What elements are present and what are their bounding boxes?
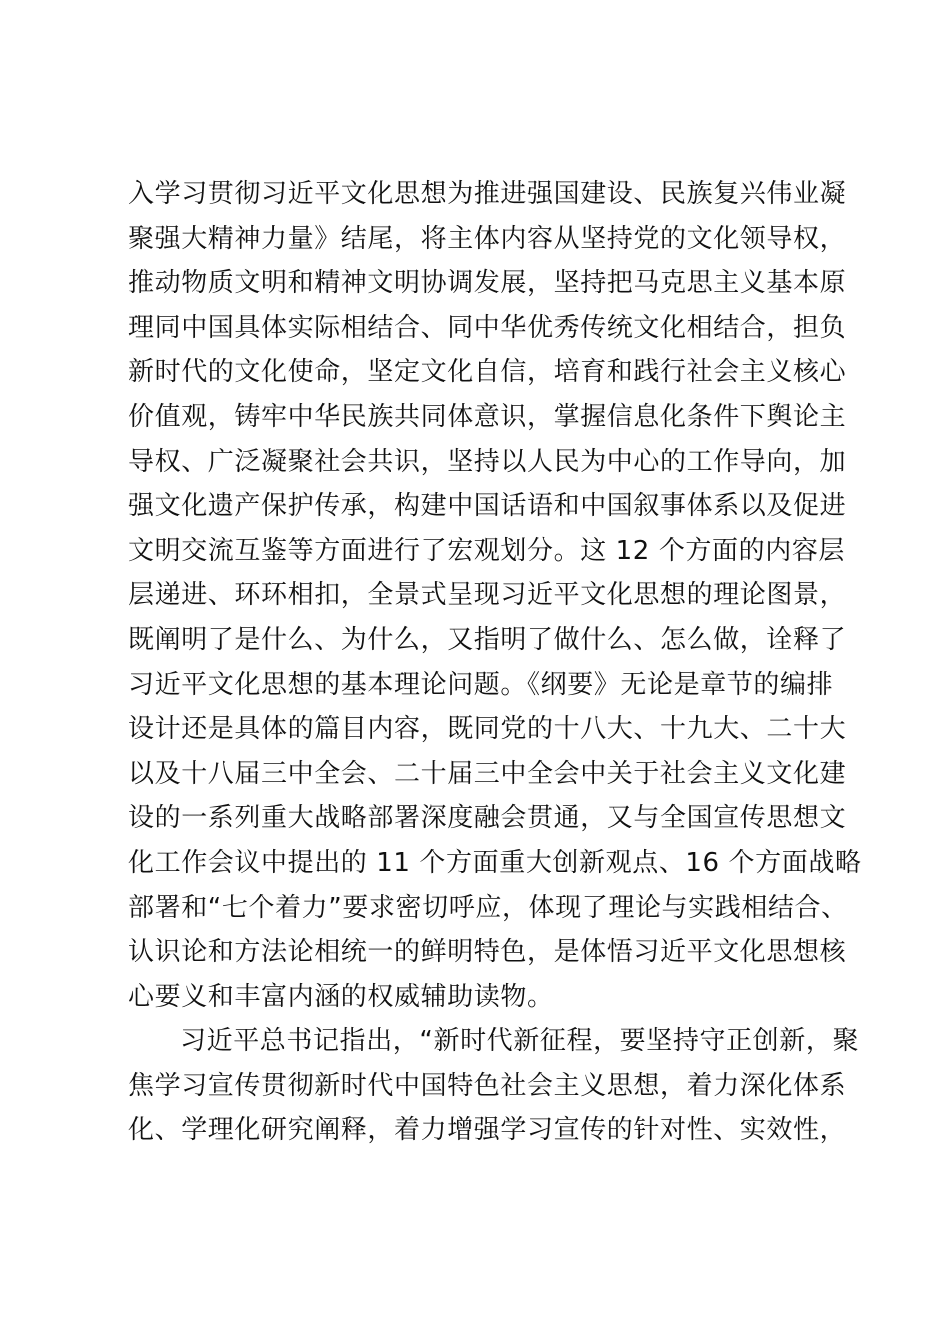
text-line: 心要义和丰富内涵的权威辅助读物。: [128, 981, 554, 1012]
text-line: 认识论和方法论相统一的鲜明特色，是体悟习近平文化思想核: [128, 937, 847, 968]
text-line: 设的一系列重大战略部署深度融会贯通，又与全国宣传思想文: [128, 803, 847, 834]
text-line: 以及十八届三中全会、二十届三中全会中关于社会主义文化建: [128, 758, 847, 789]
text-line: 导权、广泛凝聚社会共识，坚持以人民为中心的工作导向，加: [128, 446, 847, 477]
text-line: 焦学习宣传贯彻新时代中国特色社会主义思想，着力深化体系: [128, 1070, 847, 1101]
text-line: 聚强大精神力量》结尾，将主体内容从坚持党的文化领导权，: [128, 223, 847, 254]
paragraph-1: [128, 172, 862, 1019]
text-line: 化工作会议中提出的 11 个方面重大创新观点、16 个方面战略: [128, 847, 862, 878]
text-line: 价值观，铸牢中华民族共同体意识，掌握信息化条件下舆论主: [128, 401, 847, 432]
paragraph-2: [128, 1019, 860, 1153]
text-line: 部署和“七个着力”要求密切呼应，体现了理论与实践相结合、: [128, 892, 848, 923]
text-line: 既阐明了是什么、为什么，又指明了做什么、怎么做，诠释了: [128, 624, 847, 655]
document-body: [128, 172, 862, 1153]
text-line: 设计还是具体的篇目内容，既同党的十八大、十九大、二十大: [128, 714, 847, 745]
text-line: 推动物质文明和精神文明协调发展，坚持把马克思主义基本原: [128, 268, 847, 299]
text-line: 习近平文化思想的基本理论问题。《纲要》无论是章节的编排: [128, 669, 834, 700]
text-line: 化、学理化研究阐释，着力增强学习宣传的针对性、实效性，: [128, 1115, 847, 1146]
text-line: 习近平总书记指出，“新时代新征程，要坚持守正创新，聚: [180, 1026, 860, 1057]
text-line: 理同中国具体实际相结合、同中华优秀传统文化相结合，担负: [128, 312, 847, 343]
text-line: 强文化遗产保护传承，构建中国话语和中国叙事体系以及促进: [128, 491, 847, 522]
text-line: 文明交流互鉴等方面进行了宏观划分。这 12 个方面的内容层: [128, 535, 846, 566]
text-line: 新时代的文化使命，坚定文化自信，培育和践行社会主义核心: [128, 357, 847, 388]
text-line: 层递进、环环相扣，全景式呈现习近平文化思想的理论图景，: [128, 580, 847, 611]
text-line: 入学习贯彻习近平文化思想为推进强国建设、民族复兴伟业凝: [128, 179, 847, 209]
